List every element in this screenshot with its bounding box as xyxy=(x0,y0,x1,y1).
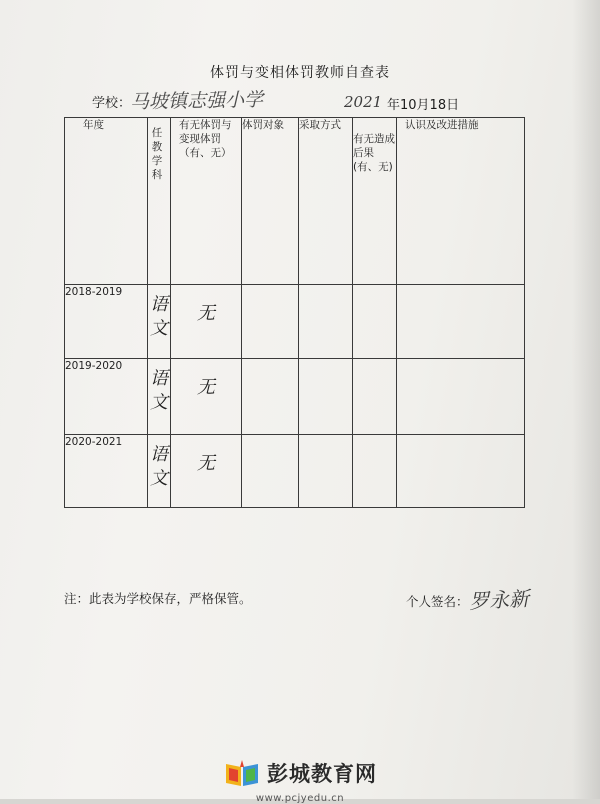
row-year: 2018-2019 xyxy=(65,285,148,359)
watermark-brand xyxy=(223,758,377,788)
signature-label: 个人签名： xyxy=(406,594,469,609)
table-row xyxy=(65,285,525,359)
row-target xyxy=(242,435,299,508)
header-has-punishment: 有无体罚与变现体罚（有、无） xyxy=(171,118,242,285)
row-measures xyxy=(397,435,525,508)
table-row xyxy=(65,359,525,435)
row-has-punishment xyxy=(171,435,242,508)
school-label: 学校： xyxy=(92,96,132,111)
table-row xyxy=(65,435,525,508)
none-handwriting: 无 xyxy=(197,303,215,324)
watermark xyxy=(0,758,600,804)
row-method xyxy=(299,435,353,508)
row-measures xyxy=(397,285,525,359)
date-printed: 年10月18日 xyxy=(387,98,460,113)
header-year: 年度 xyxy=(65,118,148,285)
page-shadow xyxy=(572,0,600,799)
row-method xyxy=(299,359,353,435)
row-method xyxy=(299,285,353,359)
subject-handwriting: 语文 xyxy=(150,444,168,489)
header-subject-text: 任教学科 xyxy=(151,127,163,181)
footer-note: 注：此表为学校保存，严格保管。 xyxy=(64,591,252,606)
row-subject xyxy=(148,285,171,359)
row-consequence xyxy=(353,285,397,359)
subject-handwriting: 语文 xyxy=(150,294,168,339)
row-consequence xyxy=(353,435,397,508)
row-measures xyxy=(397,359,525,435)
form-title: 体罚与变相体罚教师自查表 xyxy=(210,65,390,81)
watermark-name: 彭城教育网 xyxy=(267,762,377,786)
row-target xyxy=(242,359,299,435)
header-measures: 认识及改进措施 xyxy=(397,118,525,285)
watermark-url: www.pcjyedu.cn xyxy=(255,793,345,804)
book-logo-icon xyxy=(223,758,261,788)
row-year: 2020-2021 xyxy=(65,435,148,508)
header-consequence: 有无造成后果(有、无) xyxy=(353,118,397,285)
none-handwriting: 无 xyxy=(197,453,215,474)
date-year-handwriting: 2021 xyxy=(344,93,383,111)
signature-handwriting: 罗永新 xyxy=(468,586,530,614)
row-subject xyxy=(148,435,171,508)
school-name-handwriting: 马坡镇志强小学 xyxy=(129,88,264,114)
subject-handwriting: 语文 xyxy=(150,368,168,413)
row-has-punishment xyxy=(171,285,242,359)
header-subject xyxy=(148,118,171,285)
none-handwriting: 无 xyxy=(197,377,215,398)
header-target: 体罚对象 xyxy=(242,118,299,285)
row-has-punishment xyxy=(171,359,242,435)
header-row xyxy=(65,118,525,285)
self-check-table xyxy=(64,117,525,508)
row-target xyxy=(242,285,299,359)
header-method: 采取方式 xyxy=(299,118,353,285)
row-consequence xyxy=(353,359,397,435)
row-year: 2019-2020 xyxy=(65,359,148,435)
row-subject xyxy=(148,359,171,435)
